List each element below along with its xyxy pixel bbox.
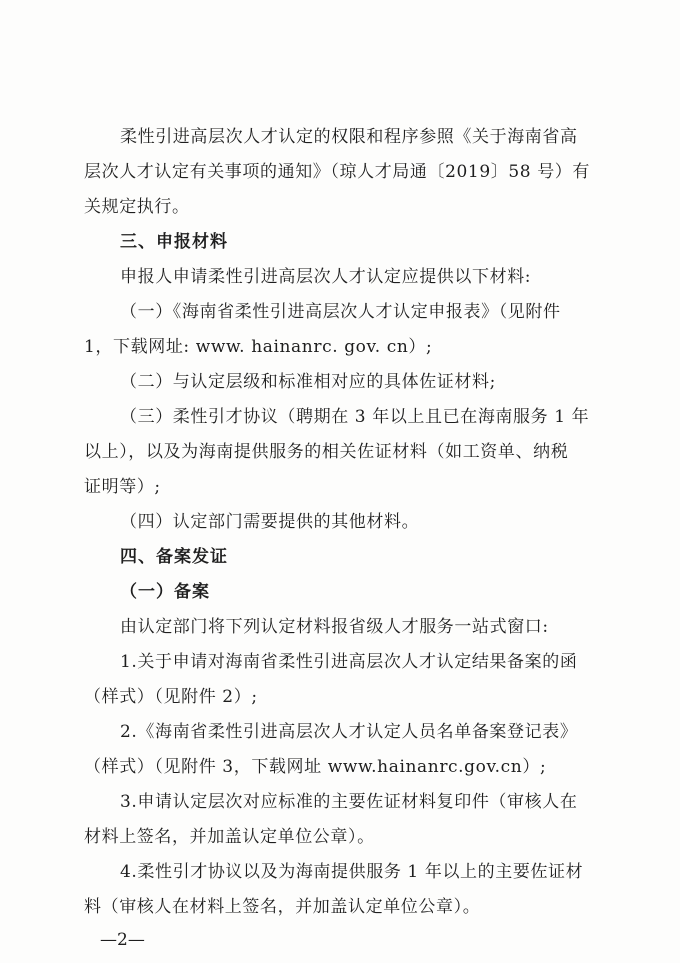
- section-heading-application-materials: 三、申报材料: [120, 232, 228, 252]
- paragraph-line: （三）柔性引才协议（聘期在 3 年以上且已在海南服务 1 年: [120, 407, 590, 427]
- paragraph-line: 由认定部门将下列认定材料报省级人才服务一站式窗口:: [120, 617, 549, 637]
- paragraph-line: （一）《海南省柔性引进高层次人才认定申报表》（见附件: [120, 302, 561, 322]
- paragraph-line: 柔性引进高层次人才认定的权限和程序参照《关于海南省高: [120, 127, 578, 147]
- paragraph-line: 1，下载网址: www. hainanrc. gov. cn）;: [84, 337, 433, 357]
- paragraph-line: 以上），以及为海南提供服务的相关佐证材料（如工资单、纳税: [84, 442, 569, 462]
- paragraph-line: 1.关于申请对海南省柔性引进高层次人才认定结果备案的函: [120, 652, 578, 672]
- paragraph-line: （二）与认定层级和标准相对应的具体佐证材料;: [120, 372, 496, 392]
- paragraph-line: 4.柔性引才协议以及为海南提供服务 1 年以上的主要佐证材: [120, 862, 584, 882]
- page-number: —2—: [100, 930, 145, 950]
- section-heading-filing-certification: 四、备案发证: [120, 547, 228, 567]
- paragraph-line: （样式）（见附件 2）;: [84, 687, 258, 707]
- paragraph-line: 2.《海南省柔性引进高层次人才认定人员名单备案登记表》: [120, 722, 578, 742]
- paragraph-line: 材料上签名，并加盖认定单位公章）。: [84, 827, 375, 847]
- paragraph-line: 证明等）;: [84, 477, 161, 497]
- paragraph-line: 申报人申请柔性引进高层次人才认定应提供以下材料:: [120, 267, 532, 287]
- paragraph-line: （样式）（见附件 3，下载网址 www.hainanrc.gov.cn）;: [84, 757, 547, 777]
- paragraph-line: 层次人才认定有关事项的通知》（琼人才局通〔2019〕58 号）有: [84, 162, 590, 182]
- paragraph-line: 料（审核人在材料上签名，并加盖认定单位公章）。: [84, 897, 481, 917]
- paragraph-line: 关规定执行。: [84, 197, 190, 217]
- paragraph-line: （四）认定部门需要提供的其他材料。: [120, 512, 420, 532]
- subsection-heading-filing: （一）备案: [120, 582, 210, 602]
- paragraph-line: 3.申请认定层次对应标准的主要佐证材料复印件（审核人在: [120, 792, 578, 812]
